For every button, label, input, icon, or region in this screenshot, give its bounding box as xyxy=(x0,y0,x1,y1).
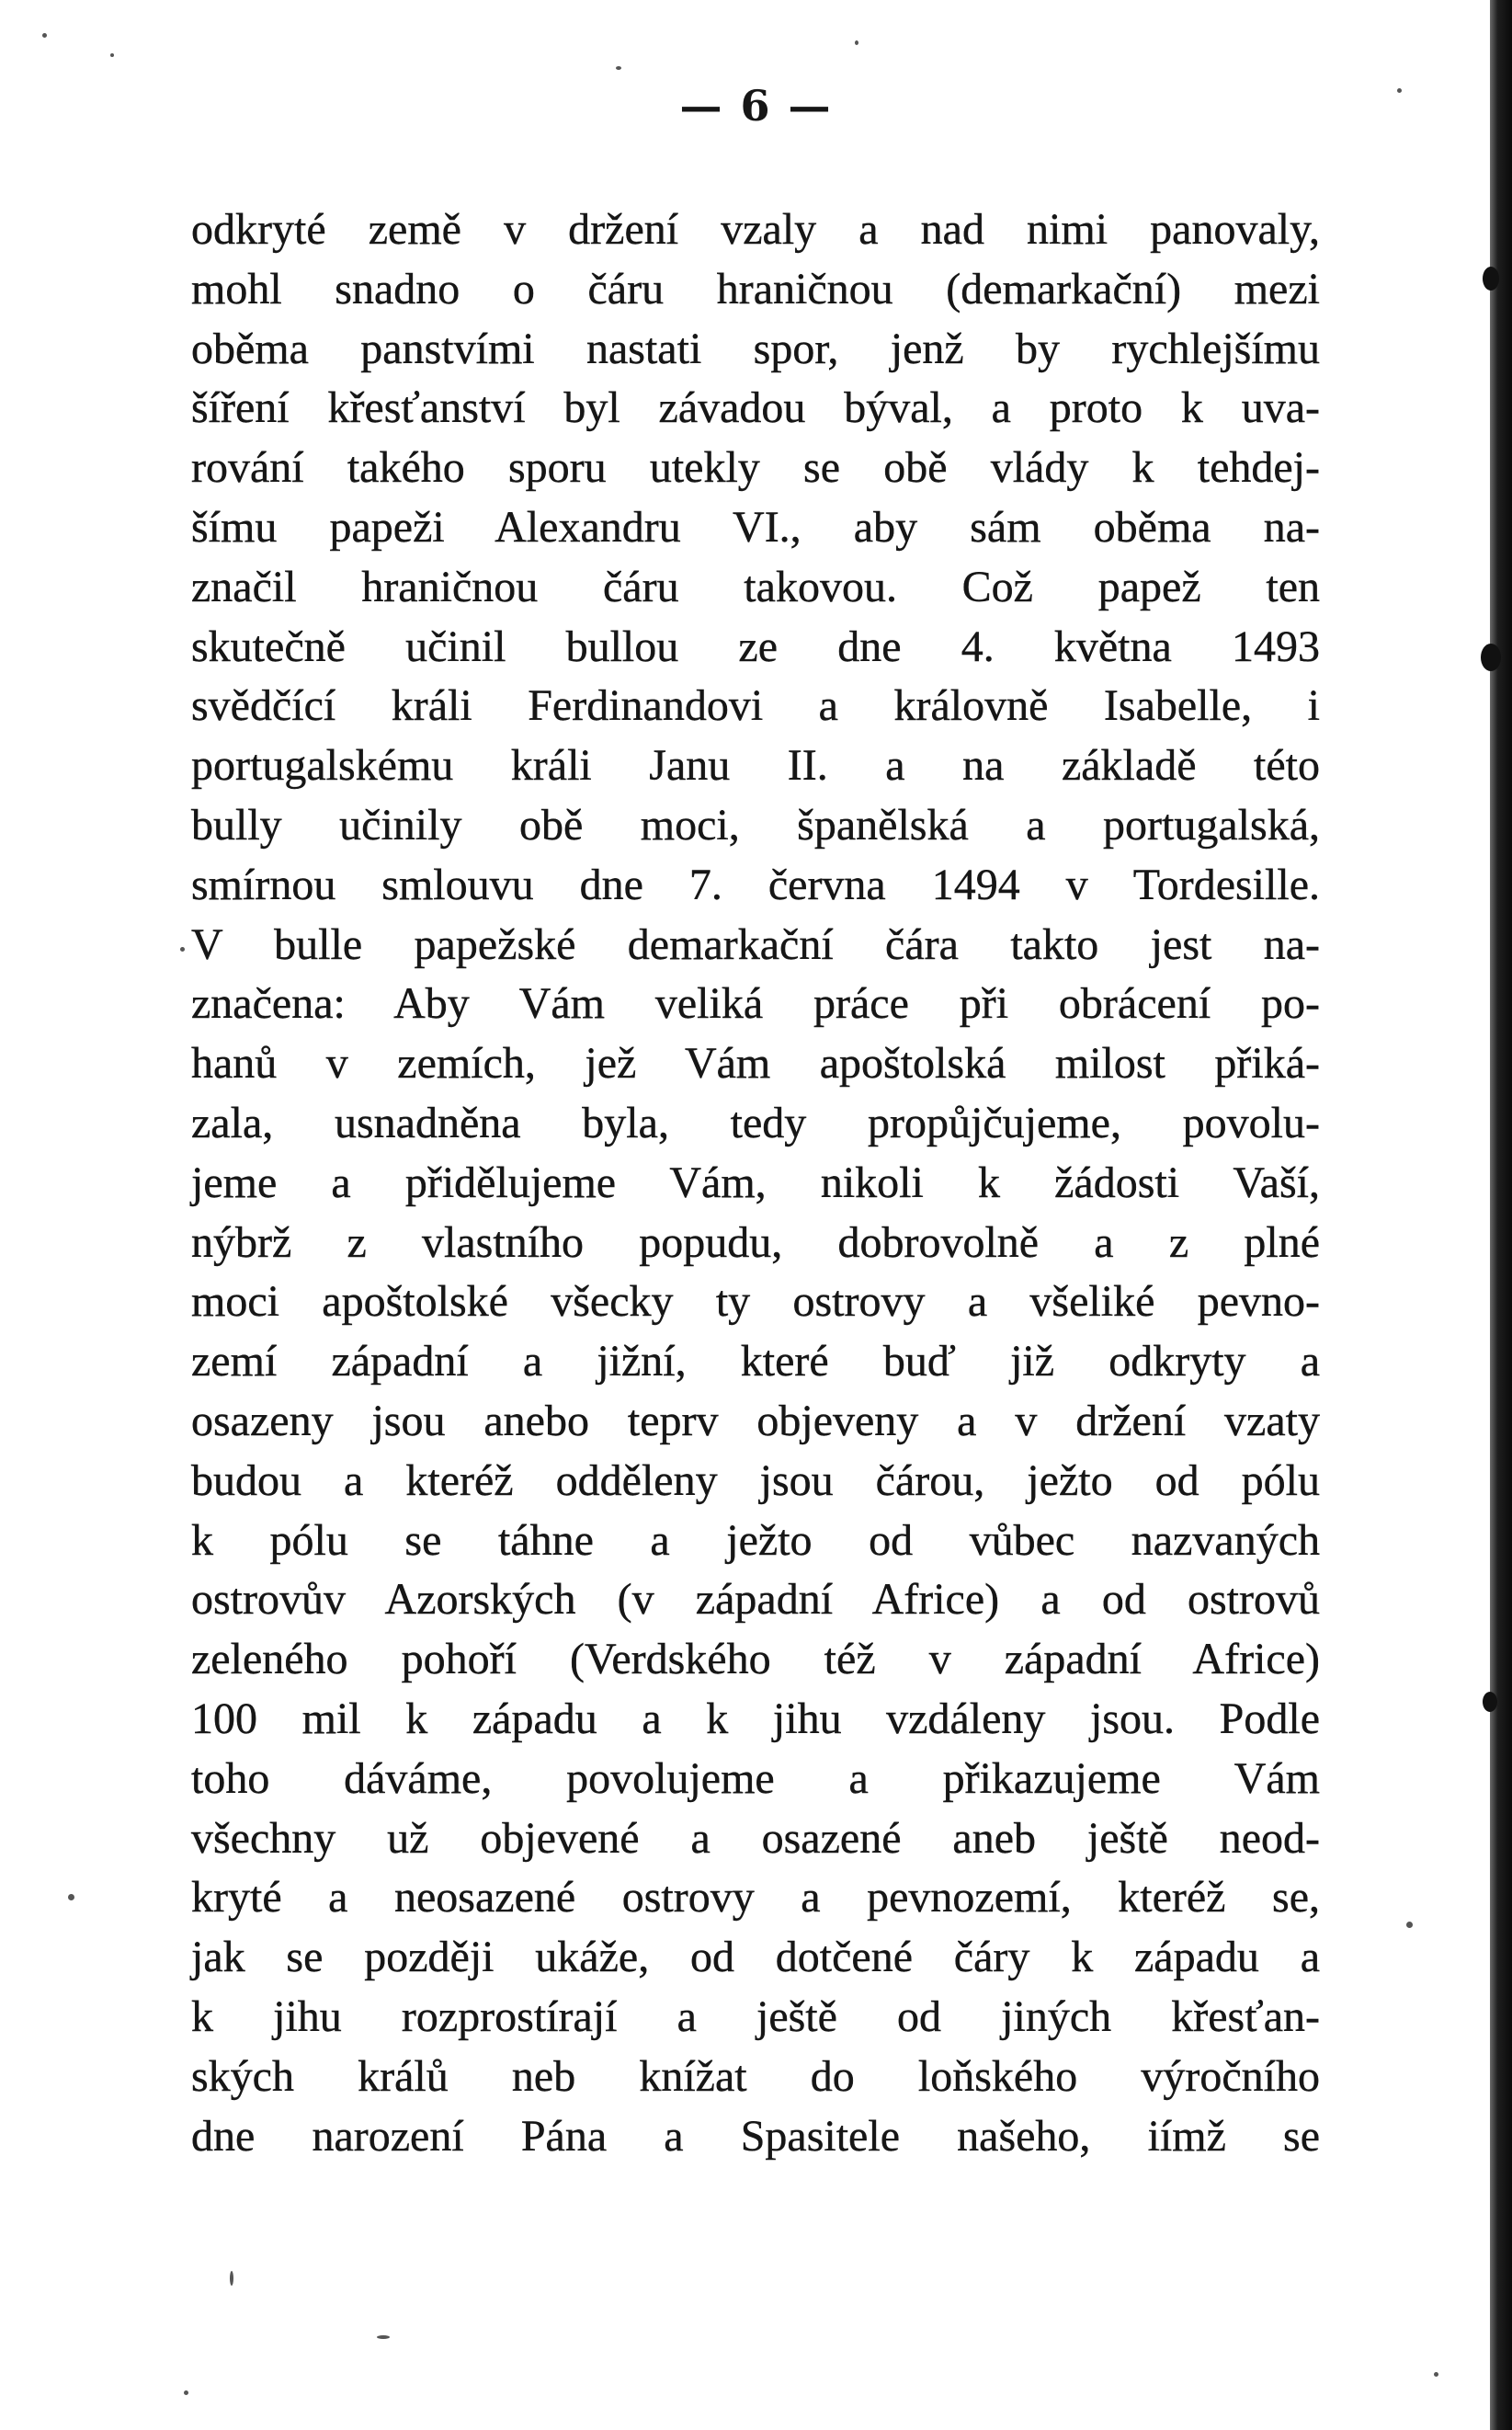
page-number: — 6 — xyxy=(679,81,833,131)
binding-mark xyxy=(1483,1692,1497,1712)
scan-speck xyxy=(42,33,47,38)
text-line: hanů v zemích, jež Vám apoštolská milost přiká- xyxy=(191,1039,1320,1089)
scan-speck xyxy=(377,2335,390,2339)
scan-speck xyxy=(1434,2372,1438,2377)
text-line: bully učinily obě moci, španělská a portugalská, xyxy=(191,800,1320,850)
text-line: osazeny jsou anebo teprv objeveny a v držení vzaty xyxy=(191,1396,1320,1445)
text-line: smírnou smlouvu dne 7. června 1494 v Tordesille. xyxy=(191,860,1320,909)
text-line: moci apoštolské všecky ty ostrovy a všeliké pevno- xyxy=(191,1277,1320,1327)
text-line: všechny už objevené a osazené aneb ještě neod- xyxy=(191,1813,1320,1863)
text-line: značena: Aby Vám veliká práce při obrácení po- xyxy=(191,979,1320,1029)
text-line: svědčící králi Ferdinandovi a královně Isabelle, i xyxy=(191,681,1320,731)
scan-speck xyxy=(1397,88,1402,93)
scan-speck xyxy=(180,947,185,952)
text-line: toho dáváme, povolujeme a přikazujeme Vám xyxy=(191,1753,1320,1803)
body-text xyxy=(191,200,1320,2166)
text-line: jak se později ukáže, od dotčené čáry k západu a xyxy=(191,1933,1320,1982)
text-line: 100 mil k západu a k jihu vzdáleny jsou. Podle xyxy=(191,1694,1320,1743)
text-line: odkryté země v držení vzaly a nad nimi panovaly, xyxy=(191,205,1320,254)
binding-mark xyxy=(1481,644,1501,671)
text-line: jeme a přidělujeme Vám, nikoli k žádosti Vaší, xyxy=(191,1158,1320,1207)
text-line: V bulle papežské demarkační čára takto jest na- xyxy=(191,919,1320,969)
text-line: nýbrž z vlastního popudu, dobrovolně a z plné xyxy=(191,1217,1320,1267)
scan-speck xyxy=(1406,1922,1413,1928)
page-binding-edge xyxy=(1490,0,1512,2430)
text-line: značil hraničnou čáru takovou. Což papež ten xyxy=(191,562,1320,611)
scan-speck xyxy=(855,40,858,45)
text-line: skutečně učinil bullou ze dne 4. května 1493 xyxy=(191,622,1320,671)
text-line: kryté a neosazené ostrovy a pevnozemí, kteréž se, xyxy=(191,1873,1320,1922)
text-line: ských králů neb knížat do loňského výročního xyxy=(191,2051,1320,2101)
scan-speck xyxy=(616,66,621,70)
text-line: portugalskému králi Janu II. a na základě této xyxy=(191,741,1320,791)
text-line: rování takého sporu utekly se obě vlády k tehdej- xyxy=(191,443,1320,493)
text-line: oběma panstvími nastati spor, jenž by rychlejšímu xyxy=(191,324,1320,373)
text-line: k jihu rozprostírají a ještě od jiných křesťan- xyxy=(191,1991,1320,2041)
scan-speck xyxy=(110,53,114,57)
text-line: ostrovův Azorských (v západní Africe) a od ostrovů xyxy=(191,1575,1320,1625)
text-line: šíření křesťanství byl závadou býval, a proto k uva- xyxy=(191,383,1320,433)
binding-mark xyxy=(1483,267,1499,291)
scan-speck xyxy=(184,2390,188,2395)
text-line: budou a kteréž odděleny jsou čárou, ježto od pólu xyxy=(191,1455,1320,1505)
scan-speck xyxy=(230,2271,233,2286)
text-line: mohl snadno o čáru hraničnou (demarkační) mezi xyxy=(191,264,1320,314)
text-line: dne narození Pána a Spasitele našeho, iímž se xyxy=(191,2111,1320,2161)
text-line: zala, usnadněna byla, tedy propůjčujeme, povolu- xyxy=(191,1098,1320,1147)
text-line: zeleného pohoří (Verdského též v západní Africe) xyxy=(191,1635,1320,1684)
text-line: zemí západní a jižní, které buď již odkryty a xyxy=(191,1337,1320,1386)
text-line: šímu papeži Alexandru VI., aby sám oběma na- xyxy=(191,502,1320,552)
text-line: k pólu se táhne a ježto od vůbec nazvaných xyxy=(191,1515,1320,1565)
scan-speck xyxy=(68,1894,74,1900)
